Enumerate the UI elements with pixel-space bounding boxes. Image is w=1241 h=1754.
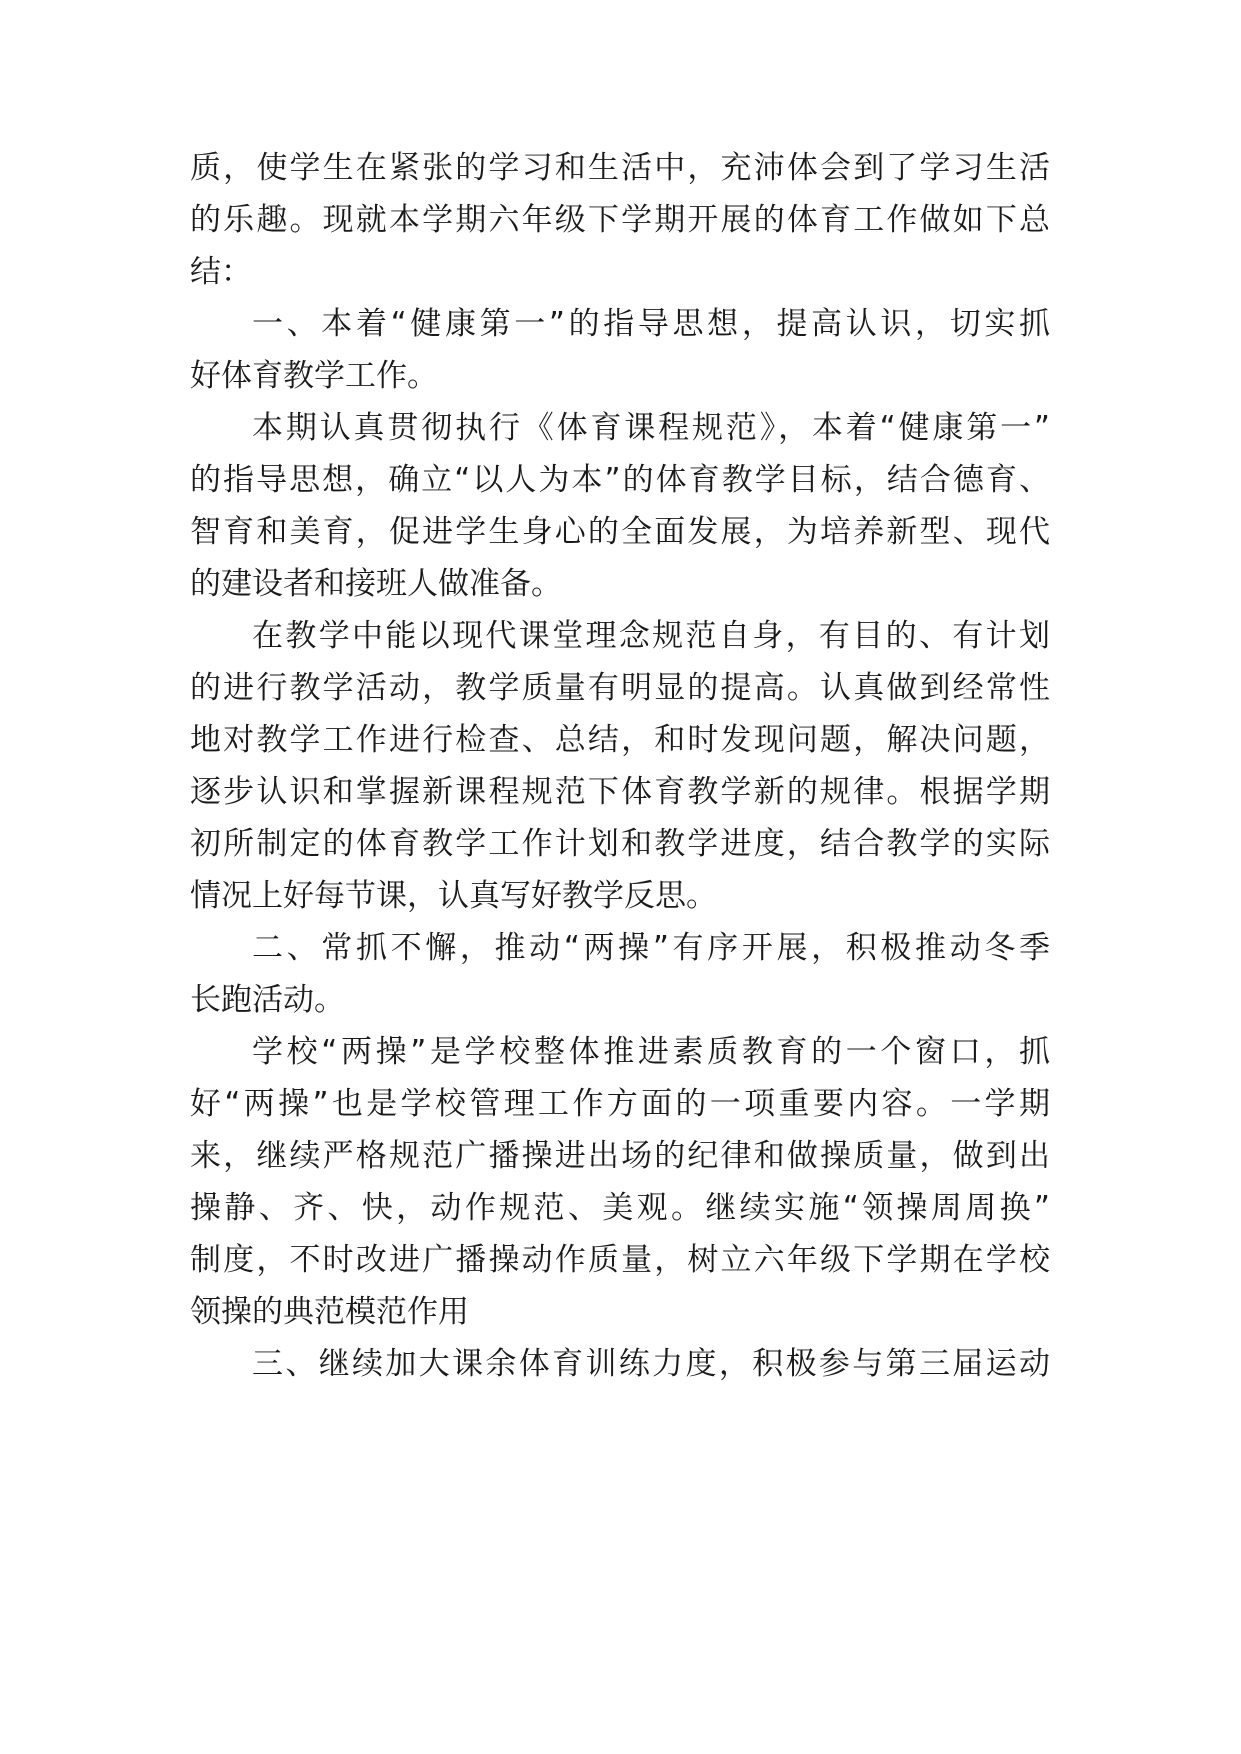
text-line	[0, 1022, 1241, 1082]
line-text: 学校“两操”是学校整体推进素质教育的一个窗口，抓	[252, 1034, 1050, 1070]
text-line	[0, 1334, 1241, 1394]
line-text: 制度，不时改进广播操动作质量，树立六年级下学期在学校	[190, 1242, 1050, 1278]
text-line	[0, 554, 1241, 614]
text-line	[0, 1230, 1241, 1290]
line-text: 来，继续严格规范广播操进出场的纪律和做操质量，做到出	[190, 1138, 1050, 1174]
line-text: 逐步认识和掌握新课程规范下体育教学新的规律。根据学期	[190, 774, 1050, 810]
text-line	[0, 398, 1241, 458]
text-line	[0, 138, 1241, 198]
text-line	[0, 866, 1241, 926]
text-line	[0, 1074, 1241, 1134]
line-text: 三、继续加大课余体育训练力度，积极参与第三届运动	[252, 1346, 1050, 1382]
text-line	[0, 1282, 1241, 1342]
line-text: 本期认真贯彻执行《体育课程规范》，本着“健康第一”	[252, 410, 1050, 446]
line-text: 的乐趣。现就本学期六年级下学期开展的体育工作做如下总	[190, 202, 1050, 238]
text-line	[0, 502, 1241, 562]
line-text: 初所制定的体育教学工作计划和教学进度，结合教学的实际	[190, 826, 1050, 862]
text-line	[0, 242, 1241, 302]
line-text: 在教学中能以现代课堂理念规范自身，有目的、有计划	[252, 618, 1050, 654]
line-text: 好“两操”也是学校管理工作方面的一项重要内容。一学期	[190, 1086, 1050, 1122]
line-text: 好体育教学工作。	[190, 358, 438, 394]
text-line	[0, 814, 1241, 874]
line-text: 的指导思想，确立“以人为本”的体育教学目标，结合德育、	[190, 462, 1050, 498]
line-text: 一、本着“健康第一”的指导思想，提高认识，切实抓	[252, 306, 1050, 342]
line-text: 情况上好每节课，认真写好教学反思。	[190, 878, 717, 914]
line-text: 长跑活动。	[190, 982, 345, 1018]
text-line	[0, 450, 1241, 510]
line-text: 地对教学工作进行检查、总结，和时发现问题，解决问题，	[190, 722, 1050, 758]
line-text: 的进行教学活动，教学质量有明显的提高。认真做到经常性	[190, 670, 1050, 706]
line-text: 领操的典范模范作用	[190, 1294, 469, 1330]
line-text: 质，使学生在紧张的学习和生活中，充沛体会到了学习生活	[190, 150, 1050, 186]
line-text: 的建设者和接班人做准备。	[190, 566, 562, 602]
text-line	[0, 190, 1241, 250]
text-line	[0, 1178, 1241, 1238]
text-line	[0, 918, 1241, 978]
text-line	[0, 294, 1241, 354]
text-line	[0, 606, 1241, 666]
text-line	[0, 970, 1241, 1030]
text-line	[0, 1126, 1241, 1186]
text-line	[0, 762, 1241, 822]
line-text: 智育和美育，促进学生身心的全面发展，为培养新型、现代	[190, 514, 1050, 550]
line-text: 二、常抓不懈，推动“两操”有序开展，积极推动冬季	[252, 930, 1050, 966]
text-line	[0, 346, 1241, 406]
text-line	[0, 658, 1241, 718]
text-line	[0, 710, 1241, 770]
line-text: 结：	[190, 254, 252, 290]
line-text: 操静、齐、快，动作规范、美观。继续实施“领操周周换”	[190, 1190, 1050, 1226]
